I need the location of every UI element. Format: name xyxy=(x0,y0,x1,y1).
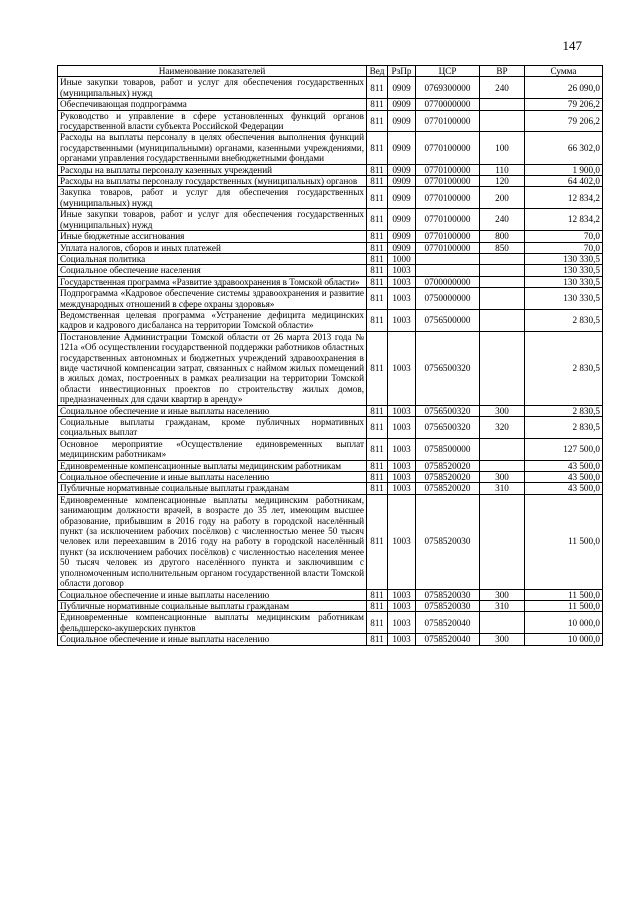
table-row xyxy=(58,276,603,287)
cell-vr: 300 xyxy=(480,634,525,645)
cell-name: Социальное обеспечение населения xyxy=(58,265,367,276)
cell-name: Единовременные компенсационные выплаты медицинским работникам xyxy=(58,460,367,471)
cell-ved: 811 xyxy=(367,276,388,287)
cell-ved: 811 xyxy=(367,472,388,483)
cell-csr: 0770100000 xyxy=(416,110,480,132)
cell-ved: 811 xyxy=(367,600,388,611)
cell-rzpr: 1003 xyxy=(388,309,416,331)
table-row xyxy=(58,99,603,110)
cell-sum: 2 830,5 xyxy=(525,309,603,331)
table-row xyxy=(58,483,603,494)
cell-csr: 0758520040 xyxy=(416,634,480,645)
table-row xyxy=(58,405,603,416)
cell-sum: 2 830,5 xyxy=(525,405,603,416)
cell-name: Социальное обеспечение и иные выплаты населению xyxy=(58,472,367,483)
cell-rzpr: 1003 xyxy=(388,265,416,276)
cell-csr: 0756500320 xyxy=(416,331,480,405)
cell-ved: 811 xyxy=(367,634,388,645)
cell-csr: 0756500000 xyxy=(416,309,480,331)
cell-vr xyxy=(480,612,525,634)
cell-name: Иные закупки товаров, работ и услуг для обеспечения государственных (муниципальных) нужд xyxy=(58,77,367,99)
table-row xyxy=(58,209,603,231)
cell-ved: 811 xyxy=(367,253,388,264)
cell-sum: 1 900,0 xyxy=(525,164,603,175)
cell-sum: 130 330,5 xyxy=(525,288,603,310)
cell-csr: 0758520040 xyxy=(416,612,480,634)
cell-vr xyxy=(480,460,525,471)
cell-vr: 310 xyxy=(480,600,525,611)
table-row xyxy=(58,589,603,600)
table-body xyxy=(58,77,603,645)
table-row xyxy=(58,600,603,611)
cell-sum: 10 000,0 xyxy=(525,634,603,645)
table-row xyxy=(58,265,603,276)
cell-vr xyxy=(480,276,525,287)
cell-vr: 320 xyxy=(480,417,525,439)
cell-rzpr: 1003 xyxy=(388,600,416,611)
cell-vr xyxy=(480,265,525,276)
cell-sum: 130 330,5 xyxy=(525,265,603,276)
cell-rzpr: 1003 xyxy=(388,288,416,310)
cell-csr: 0770100000 xyxy=(416,242,480,253)
cell-ved: 811 xyxy=(367,417,388,439)
cell-ved: 811 xyxy=(367,132,388,164)
cell-name: Социальная политика xyxy=(58,253,367,264)
cell-ved: 811 xyxy=(367,231,388,242)
cell-ved: 811 xyxy=(367,209,388,231)
cell-rzpr: 1003 xyxy=(388,483,416,494)
table-row xyxy=(58,132,603,164)
cell-rzpr: 0909 xyxy=(388,110,416,132)
table-row xyxy=(58,110,603,132)
cell-ved: 811 xyxy=(367,460,388,471)
header-rzpr: РзПр xyxy=(388,66,416,77)
cell-vr xyxy=(480,309,525,331)
cell-rzpr: 1003 xyxy=(388,589,416,600)
cell-csr: 0700000000 xyxy=(416,276,480,287)
cell-sum: 130 330,5 xyxy=(525,253,603,264)
cell-name: Единовременные компенсационные выплаты медицинским работникам фельдшерско-акушерских пунктов xyxy=(58,612,367,634)
cell-vr: 300 xyxy=(480,472,525,483)
cell-sum: 43 500,0 xyxy=(525,460,603,471)
cell-csr: 0756500320 xyxy=(416,405,480,416)
budget-table xyxy=(57,65,603,646)
cell-name: Иные бюджетные ассигнования xyxy=(58,231,367,242)
cell-ved: 811 xyxy=(367,331,388,405)
cell-ved: 811 xyxy=(367,309,388,331)
cell-csr xyxy=(416,253,480,264)
cell-name: Руководство и управление в сфере установленных функций органов государственной власти субъекта Российской Федерации xyxy=(58,110,367,132)
cell-sum: 11 500,0 xyxy=(525,589,603,600)
cell-vr xyxy=(480,438,525,460)
cell-sum: 79 206,2 xyxy=(525,99,603,110)
cell-name: Социальные выплаты гражданам, кроме публичных нормативных социальных выплат xyxy=(58,417,367,439)
cell-csr: 0758520030 xyxy=(416,600,480,611)
cell-rzpr: 1003 xyxy=(388,634,416,645)
header-csr: ЦСР xyxy=(416,66,480,77)
table-row xyxy=(58,176,603,187)
cell-name: Расходы на выплаты персоналу в целях обеспечения выполнения функций государственными (муниципальными) органами, казенными учреждениями, органами управления государственными внебюджетными фондами xyxy=(58,132,367,164)
cell-name: Уплата налогов, сборов и иных платежей xyxy=(58,242,367,253)
cell-vr: 310 xyxy=(480,483,525,494)
cell-csr: 0770000000 xyxy=(416,99,480,110)
cell-name: Публичные нормативные социальные выплаты гражданам xyxy=(58,483,367,494)
cell-vr: 300 xyxy=(480,589,525,600)
cell-name: Расходы на выплаты персоналу казенных учреждений xyxy=(58,164,367,175)
cell-ved: 811 xyxy=(367,265,388,276)
cell-name: Расходы на выплаты персоналу государственных (муниципальных) органов xyxy=(58,176,367,187)
cell-vr: 240 xyxy=(480,77,525,99)
cell-sum: 12 834,2 xyxy=(525,209,603,231)
cell-rzpr: 0909 xyxy=(388,209,416,231)
table-row xyxy=(58,417,603,439)
cell-ved: 811 xyxy=(367,164,388,175)
cell-csr: 0770100000 xyxy=(416,164,480,175)
cell-sum: 12 834,2 xyxy=(525,187,603,209)
cell-sum: 2 830,5 xyxy=(525,331,603,405)
cell-ved: 811 xyxy=(367,288,388,310)
cell-csr: 0770100000 xyxy=(416,209,480,231)
cell-vr xyxy=(480,253,525,264)
cell-vr xyxy=(480,99,525,110)
cell-rzpr: 1000 xyxy=(388,253,416,264)
cell-vr: 120 xyxy=(480,176,525,187)
cell-ved: 811 xyxy=(367,494,388,589)
cell-sum: 70,0 xyxy=(525,242,603,253)
cell-sum: 11 500,0 xyxy=(525,600,603,611)
cell-vr: 100 xyxy=(480,132,525,164)
cell-sum: 130 330,5 xyxy=(525,276,603,287)
table-row xyxy=(58,253,603,264)
cell-name: Публичные нормативные социальные выплаты гражданам xyxy=(58,600,367,611)
cell-rzpr: 1003 xyxy=(388,438,416,460)
cell-vr xyxy=(480,110,525,132)
table-row xyxy=(58,460,603,471)
cell-sum: 64 402,0 xyxy=(525,176,603,187)
cell-ved: 811 xyxy=(367,110,388,132)
cell-vr xyxy=(480,288,525,310)
cell-name: Подпрограмма «Кадровое обеспечение системы здравоохранения и развитие международных отношений в сфере охраны здоровья» xyxy=(58,288,367,310)
cell-sum: 43 500,0 xyxy=(525,483,603,494)
cell-csr: 0758520020 xyxy=(416,460,480,471)
cell-vr: 300 xyxy=(480,405,525,416)
cell-rzpr: 0909 xyxy=(388,132,416,164)
cell-name: Социальное обеспечение и иные выплаты населению xyxy=(58,405,367,416)
table-row xyxy=(58,331,603,405)
cell-vr xyxy=(480,331,525,405)
cell-vr xyxy=(480,494,525,589)
cell-rzpr: 1003 xyxy=(388,494,416,589)
cell-rzpr: 1003 xyxy=(388,405,416,416)
cell-rzpr: 0909 xyxy=(388,187,416,209)
cell-csr: 0750000000 xyxy=(416,288,480,310)
cell-rzpr: 0909 xyxy=(388,77,416,99)
cell-name: Социальное обеспечение и иные выплаты населению xyxy=(58,634,367,645)
cell-ved: 811 xyxy=(367,405,388,416)
cell-rzpr: 1003 xyxy=(388,276,416,287)
cell-name: Постановление Администрации Томской области от 26 марта 2013 года № 121а «Об осуществлении государственной поддержки работников областных государственных автономных и бюджетных учреждений здравоохранения в виде частичной компенсации затрат, связанных с наймом жилых помещений в жилых домах, построенных в рамках реализации на территории Томской области инвестиционных проектов по строительству жилых домов, предназначенных для сдачи квартир в аренду» xyxy=(58,331,367,405)
cell-rzpr: 0909 xyxy=(388,176,416,187)
page-number: 147 xyxy=(562,38,582,53)
table-row xyxy=(58,242,603,253)
cell-sum: 79 206,2 xyxy=(525,110,603,132)
header-ved: Вед xyxy=(367,66,388,77)
cell-rzpr: 1003 xyxy=(388,331,416,405)
table-row xyxy=(58,231,603,242)
cell-csr xyxy=(416,265,480,276)
cell-ved: 811 xyxy=(367,77,388,99)
cell-csr: 0770100000 xyxy=(416,132,480,164)
header-name: Наименование показателей xyxy=(58,66,367,77)
cell-name: Государственная программа «Развитие здравоохранения в Томской области» xyxy=(58,276,367,287)
cell-csr: 0770100000 xyxy=(416,176,480,187)
table-row xyxy=(58,309,603,331)
cell-rzpr: 0909 xyxy=(388,164,416,175)
cell-name: Социальное обеспечение и иные выплаты населению xyxy=(58,589,367,600)
table-header-row xyxy=(58,66,603,77)
cell-vr: 110 xyxy=(480,164,525,175)
cell-ved: 811 xyxy=(367,187,388,209)
table-row xyxy=(58,494,603,589)
cell-ved: 811 xyxy=(367,242,388,253)
table-row xyxy=(58,472,603,483)
cell-csr: 0758500000 xyxy=(416,438,480,460)
cell-vr: 850 xyxy=(480,242,525,253)
cell-sum: 11 500,0 xyxy=(525,494,603,589)
cell-name: Основное мероприятие «Осуществление единовременных выплат медицинским работникам» xyxy=(58,438,367,460)
table-row xyxy=(58,634,603,645)
cell-name: Единовременные компенсационные выплаты медицинским работникам, занимающим должности врачей, в возрасте до 35 лет, имеющим высшее образование, прибывшим в 2016 году на работу в городской населённый пункт (за исключением рабочих посёлков) с численностью менее 50 тысяч человек или переехавшим в 2016 году на работу в городской населённый пункт (за исключением рабочих посёлков) с численностью населения менее 50 тысяч человек из другого населённого пункта и заключившим с уполномоченным исполнительным органом государственной власти Томской области договор xyxy=(58,494,367,589)
table-row xyxy=(58,77,603,99)
cell-vr: 240 xyxy=(480,209,525,231)
cell-ved: 811 xyxy=(367,612,388,634)
cell-csr: 0758520030 xyxy=(416,494,480,589)
cell-rzpr: 0909 xyxy=(388,231,416,242)
cell-rzpr: 0909 xyxy=(388,242,416,253)
cell-csr: 0758520030 xyxy=(416,589,480,600)
cell-csr: 0758520020 xyxy=(416,472,480,483)
cell-sum: 66 302,0 xyxy=(525,132,603,164)
cell-name: Ведомственная целевая программа «Устранение дефицита медицинских кадров и кадрового дисбаланса на территории Томской области» xyxy=(58,309,367,331)
cell-rzpr: 1003 xyxy=(388,472,416,483)
cell-sum: 70,0 xyxy=(525,231,603,242)
cell-name: Закупка товаров, работ и услуг для обеспечения государственных (муниципальных) нужд xyxy=(58,187,367,209)
cell-vr: 800 xyxy=(480,231,525,242)
cell-csr: 0770100000 xyxy=(416,231,480,242)
cell-name: Обеспечивающая подпрограмма xyxy=(58,99,367,110)
cell-ved: 811 xyxy=(367,99,388,110)
cell-csr: 0756500320 xyxy=(416,417,480,439)
cell-rzpr: 0909 xyxy=(388,99,416,110)
cell-ved: 811 xyxy=(367,176,388,187)
table-row xyxy=(58,187,603,209)
cell-sum: 43 500,0 xyxy=(525,472,603,483)
table-row xyxy=(58,438,603,460)
cell-ved: 811 xyxy=(367,438,388,460)
header-vr: ВР xyxy=(480,66,525,77)
header-sum: Сумма xyxy=(525,66,603,77)
cell-sum: 10 000,0 xyxy=(525,612,603,634)
cell-rzpr: 1003 xyxy=(388,612,416,634)
table-row xyxy=(58,164,603,175)
cell-ved: 811 xyxy=(367,589,388,600)
cell-csr: 0769300000 xyxy=(416,77,480,99)
cell-vr: 200 xyxy=(480,187,525,209)
table-row xyxy=(58,288,603,310)
cell-name: Иные закупки товаров, работ и услуг для обеспечения государственных (муниципальных) нужд xyxy=(58,209,367,231)
cell-rzpr: 1003 xyxy=(388,417,416,439)
cell-sum: 127 500,0 xyxy=(525,438,603,460)
cell-ved: 811 xyxy=(367,483,388,494)
cell-rzpr: 1003 xyxy=(388,460,416,471)
cell-sum: 26 090,0 xyxy=(525,77,603,99)
cell-csr: 0758520020 xyxy=(416,483,480,494)
cell-csr: 0770100000 xyxy=(416,187,480,209)
cell-sum: 2 830,5 xyxy=(525,417,603,439)
table-row xyxy=(58,612,603,634)
